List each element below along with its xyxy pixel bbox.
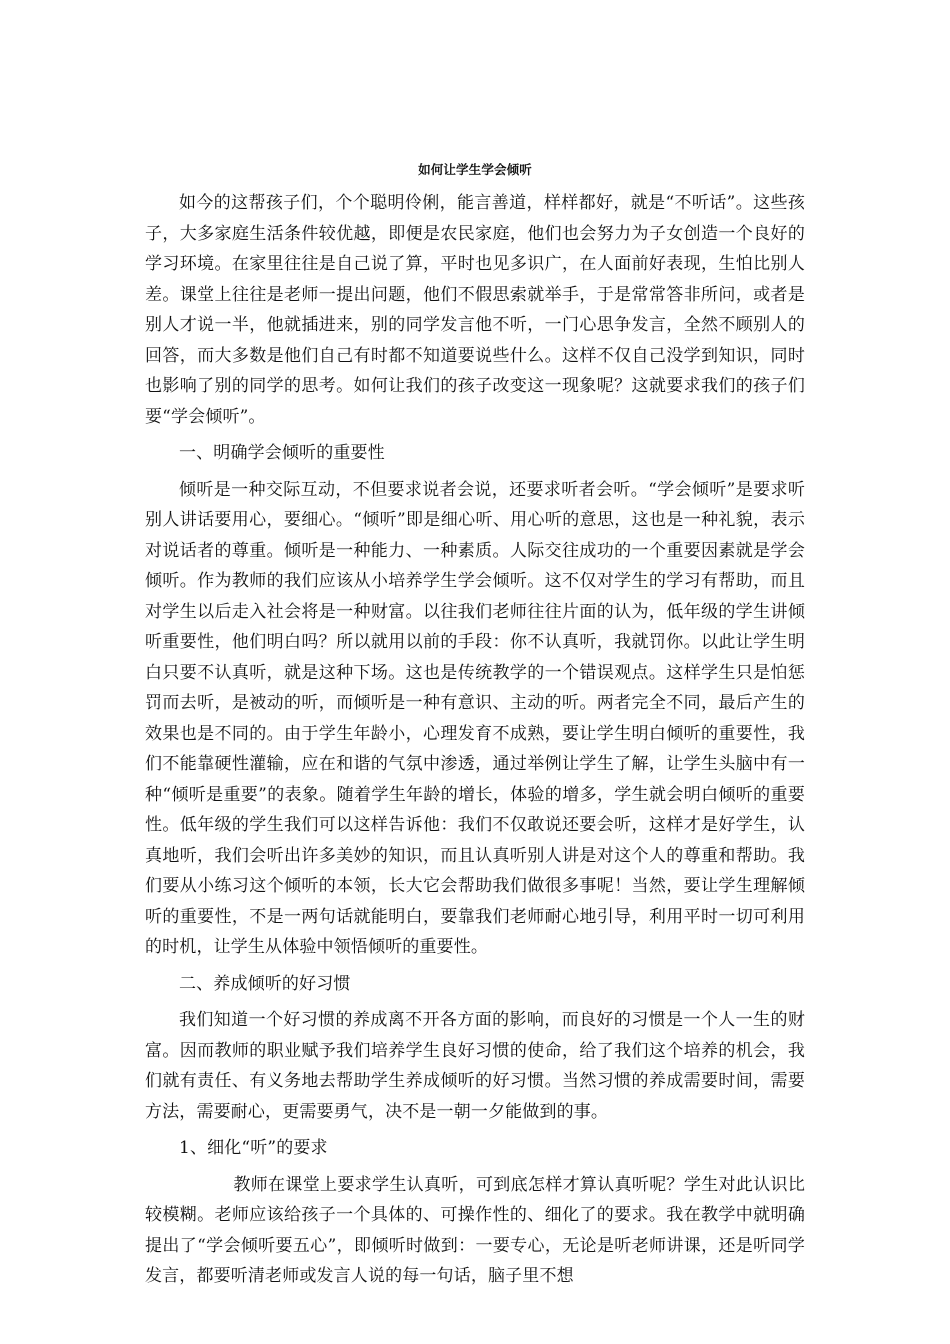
document-title: 如何让学生学会倾听: [418, 162, 532, 177]
intro-paragraph: 如今的这帮孩子们，个个聪明伶俐，能言善道，样样都好，就是“不听话”。这些孩子，大多家庭生活条件较优越，即便是农民家庭，他们也会努力为子女创造一个良好的学习环境。在家里往往是自己说了算，平时也见多识广，在人面前好表现，生怕比别人差。课堂上往往是老师一提出问题，他们不假思索就举手，于是常常答非所问，或者是别人才说一半，他就插进来，别的同学发言他不听，一门心思争发言，全然不顾别人的回答，而大多数是他们自己有时都不知道要说些什么。这样不仅自己没学到知识，同时也影响了别的同学的思考。如何让我们的孩子改变这一现象呢？这就要求我们的孩子们要“学会倾听”。: [145, 193, 805, 427]
document-page: [145, 160, 805, 1298]
section-2-paragraph: 我们知道一个好习惯的养成离不开各方面的影响，而良好的习惯是一个人一生的财富。因而教师的职业赋予我们培养学生良好习惯的使命，给了我们这个培养的机会，我们就有责任、有义务地去帮助学生养成倾听的好习惯。当然习惯的养成需要时间，需要方法，需要耐心，更需要勇气，决不是一朝一夕能做到的事。: [145, 1010, 805, 1122]
subsection-heading-1: 1、细化“听”的要求: [179, 1138, 328, 1158]
subsection-1-paragraph: 教师在课堂上要求学生认真听，可到底怎样才算认真听呢？学生对此认识比较模糊。老师应该给孩子一个具体的、可操作性的、细化了的要求。我在教学中就明确提出了“学会倾听要五心”，即倾听时做到：一要专心，无论是听老师讲课，还是听同学发言，都要听清老师或发言人说的每一句话，脑子里不想: [145, 1174, 805, 1286]
section-heading-2: 二、养成倾听的好习惯: [179, 973, 351, 994]
section-heading-1: 一、明确学会倾听的重要性: [179, 443, 385, 463]
section-1-paragraph: 倾听是一种交际互动，不但要求说者会说，还要求听者会听。“学会倾听”是要求听别人讲话要用心，要细心。“倾听”即是细心听、用心听的意思，这也是一种礼貌，表示对说话者的尊重。倾听是一种能力、一种素质。人际交往成功的一个重要因素就是学会倾听。作为教师的我们应该从小培养学生学会倾听。这不仅对学生的学习有帮助，而且对学生以后走入社会将是一种财富。以往我们老师往往片面的认为，低年级的学生讲倾听重要性，他们明白吗？所以就用以前的手段：你不认真听，我就罚你。以此让学生明白只要不认真听，就是这种下场。这也是传统教学的一个错误观点。这样学生只是怕惩罚而去听，是被动的听，而倾听是一种有意识、主动的听。两者完全不同，最后产生的效果也是不同的。由于学生年龄小，心理发育不成熟，要让学生明白倾听的重要性，我们不能靠硬性灌输，应在和谐的气氛中渗透，通过举例让学生了解，让学生头脑中有一种“倾听是重要”的表象。随着学生年龄的增长，体验的增多，学生就会明白倾听的重要性。低年级的学生我们可以这样告诉他：我们不仅敢说还要会听，这样才是好学生，认真地听，我们会听出许多美妙的知识，而且认真听别人讲是对这个人的尊重和帮助。我们要从小练习这个倾听的本领，长大它会帮助我们做很多事呢！当然，要让学生理解倾听的重要性，不是一两句话就能明白，要靠我们老师耐心地引导，利用平时一切可利用的时机，让学生从体验中领悟倾听的重要性。: [145, 479, 805, 957]
